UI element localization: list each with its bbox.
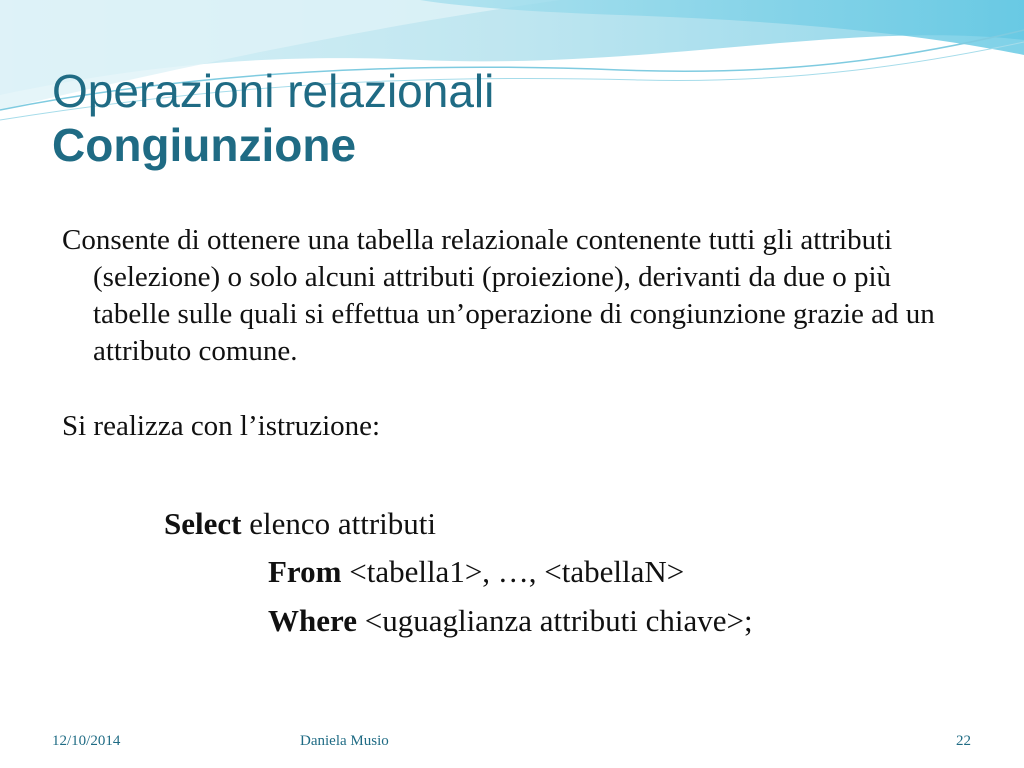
instruction-intro: Si realizza con l’istruzione: <box>62 410 381 442</box>
select-clause: elenco attributi <box>241 506 437 541</box>
where-line <box>268 603 753 639</box>
footer-page-number: 22 <box>956 733 971 749</box>
definition-paragraph: Consente di ottenere una tabella relazionale contenente tutti gli attributi (selezione) o solo alcuni attributi (proiezione), derivanti da due o più tabelle sulle quali si effettua un’operazione di congiunzione grazie ad un attributo comune. <box>62 224 935 367</box>
title-line-1: Operazioni relazionali <box>52 65 495 117</box>
title-line-2: Congiunzione <box>52 119 357 172</box>
from-keyword: From <box>268 554 342 589</box>
where-clause: <uguaglianza attributi chiave>; <box>356 603 753 638</box>
select-keyword: Select <box>164 506 242 541</box>
slide-title <box>52 64 494 173</box>
from-clause: <tabella1>, …, <tabellaN> <box>341 554 685 589</box>
footer-author: Daniela Musio <box>300 733 389 749</box>
footer-date: 12/10/2014 <box>52 733 121 749</box>
where-keyword: Where <box>268 603 357 638</box>
slide-body <box>62 222 962 445</box>
from-line <box>268 554 684 590</box>
select-line <box>164 506 436 542</box>
